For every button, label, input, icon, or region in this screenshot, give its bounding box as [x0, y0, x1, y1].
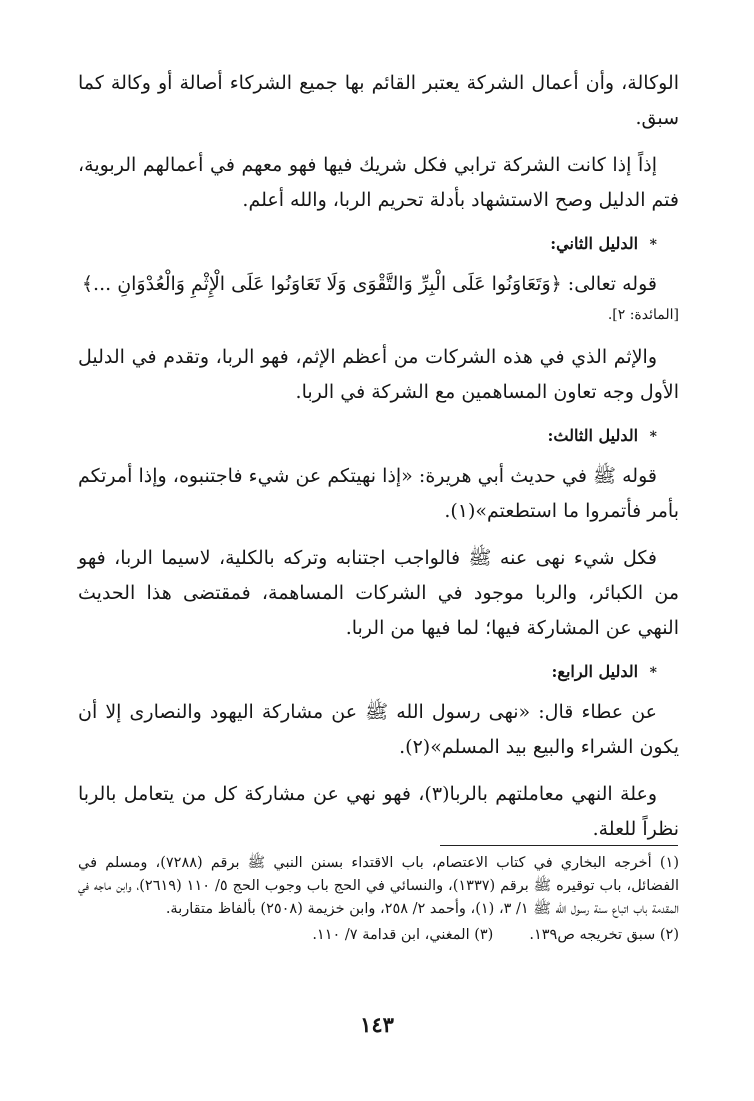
star-icon: * [649, 665, 657, 681]
star-icon: * [649, 429, 657, 445]
footnote-divider [440, 845, 678, 846]
verse-line [78, 267, 679, 302]
footnotes [78, 852, 679, 947]
footnote-1: (١) أخرجه البخاري في كتاب الاعتصام، باب الاقتداء بسنن النبي ﷺ برقم (٧٢٨٨)، ومسلم في الفضائل، باب توقيره ﷺ برقم (١٣٣٧)، والنسائي في الحج باب وجوب الحج ٥/ ١١٠ (٢٦١٩)، وابن ماجه في المقدمة باب اتباع سنة رسول الله ﷺ ١/ ٣، (١)، وأحمد ٢/ ٢٥٨، وابن خزيمة (٢٥٠٨) بألفاظ متقاربة. [78, 855, 679, 917]
star-icon: * [649, 237, 657, 253]
page-number: ١٤٣ [360, 1012, 394, 1037]
verse-intro: قوله تعالى: [561, 273, 657, 295]
verse-reference: [المائدة: ٢]. [607, 307, 679, 323]
paragraph-5: فكل شيء نهى عنه ﷺ فالواجب اجتنابه وتركه بالكلية، لاسيما الربا، فهو من الكبائر، والربا موجود في الشركات المساهمة، فمقتضى هذا الحديث النهي عن المشاركة فيها؛ لما فيها من الربا. [78, 547, 679, 639]
heading-text: الدليل الثاني: [550, 234, 639, 253]
heading-text: الدليل الثالث: [547, 426, 639, 445]
paragraph-1: الوكالة، وأن أعمال الشركة يعتبر القائم بها جميع الشركاء أصالة أو وكالة كما سبق. [78, 72, 679, 129]
heading-second-evidence [78, 230, 679, 259]
paragraph-4: قوله ﷺ في حديث أبي هريرة: «إذا نهيتكم عن شيء فاجتنبوه، وإذا أمرتكم بأمر فأتمروا ما استطعتم»(١). [78, 465, 679, 522]
footnote-row [78, 924, 679, 947]
footnote-2: (٢) سبق تخريجه ص١٣٩. [529, 927, 679, 943]
paragraph-6: عن عطاء قال: «نهى رسول الله ﷺ عن مشاركة اليهود والنصارى إلا أن يكون الشراء والبيع بيد المسلم»(٢). [78, 701, 679, 758]
paragraph-7: وعلة النهي معاملتهم بالربا(٣)، فهو نهي عن مشاركة كل من يتعامل بالربا نظراً للعلة. [78, 783, 679, 840]
paragraph-2: إذاً إذا كانت الشركة ترابي فكل شريك فيها فهو معهم في أعمالهم الربوية، فتم الدليل وصح الاستشهاد بأدلة تحريم الربا، والله أعلم. [78, 154, 679, 211]
footnote-3: (٣) المغني، ابن قدامة ٧/ ١١٠. [312, 927, 494, 943]
heading-third-evidence [78, 422, 679, 451]
quran-verse: ﴿وَتَعَاوَنُوا عَلَى الْبِرِّ وَالتَّقْوَى وَلَا تَعَاوَنُوا عَلَى الْإِثْمِ وَالْعُدْوَانِ ...﴾ [81, 273, 562, 295]
paragraph-3: والإثم الذي في هذه الشركات من أعظم الإثم، فهو الربا، وتقدم في الدليل الأول وجه تعاون المساهمين مع الشركة في الربا. [78, 346, 679, 403]
heading-fourth-evidence [78, 658, 679, 687]
heading-text: الدليل الرابع: [551, 662, 639, 681]
page-body [78, 66, 679, 859]
